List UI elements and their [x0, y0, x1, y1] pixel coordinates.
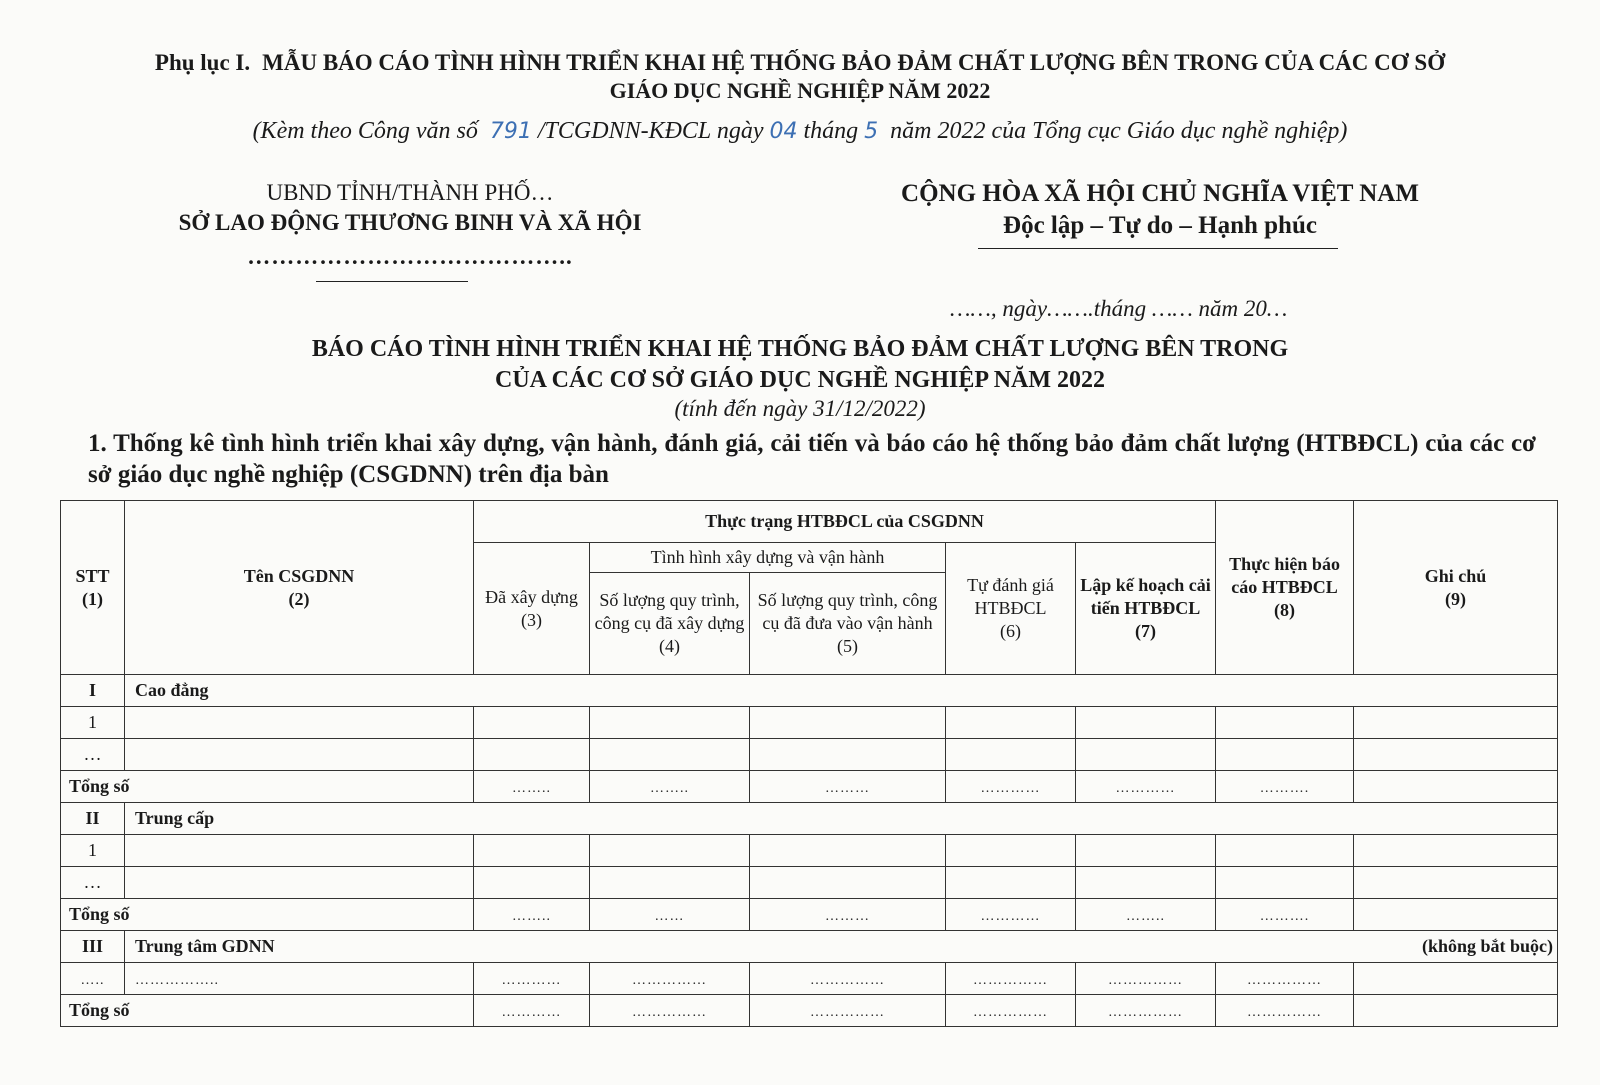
- cell[interactable]: [590, 739, 750, 771]
- date-placeholder: ……, ngày…….tháng …… năm 20…: [950, 296, 1288, 321]
- cell[interactable]: [1076, 739, 1216, 771]
- table-row: [61, 707, 1558, 739]
- total-label: Tổng số: [61, 995, 474, 1027]
- cell[interactable]: [474, 867, 590, 899]
- issuer-header: [130, 180, 690, 270]
- total-note[interactable]: [1354, 771, 1558, 803]
- cell[interactable]: [474, 739, 590, 771]
- cell[interactable]: [750, 739, 946, 771]
- header-subgroup-build-ops: Tình hình xây dựng và vận hành: [590, 543, 946, 573]
- cell[interactable]: [1216, 739, 1354, 771]
- row-name-cell[interactable]: [125, 835, 474, 867]
- appendix-label: Phụ lục I.: [154, 50, 251, 75]
- header-report: Thực hiện báo cáo HTBĐCL (8): [1216, 501, 1354, 675]
- header-built: Đã xây dựng (3): [474, 543, 590, 675]
- table-row: [61, 963, 1558, 995]
- total-note[interactable]: [1354, 995, 1558, 1027]
- row-stt: …..: [61, 963, 125, 995]
- cell[interactable]: [1354, 835, 1558, 867]
- cell[interactable]: [1076, 867, 1216, 899]
- total-self-eval[interactable]: …………: [946, 899, 1076, 931]
- total-qty-ops[interactable]: ………: [750, 899, 946, 931]
- national-name: CỘNG HÒA XÃ HỘI CHỦ NGHĨA VIỆT NAM: [901, 180, 1419, 207]
- issuer-unit-placeholder: …………………………………..: [247, 244, 573, 269]
- section-name: Trung tâm GDNN: [125, 931, 1354, 963]
- attachment-code: /TCGDNN-KĐCL ngày: [537, 118, 764, 144]
- cell[interactable]: [590, 867, 750, 899]
- issuer-underline: [316, 281, 468, 282]
- cell[interactable]: [750, 867, 946, 899]
- row-name-cell[interactable]: ……………..: [125, 963, 474, 995]
- total-qty-built[interactable]: ……..: [590, 771, 750, 803]
- row-name-cell[interactable]: [125, 867, 474, 899]
- section-1-heading: 1. Thống kê tình hình triển khai xây dựng, vận hành, đánh giá, cải tiến và báo cáo hệ thống bảo đảm chất lượng (HTBĐCL) của các cơ sở giáo dục nghề nghiệp (CSGDNN) trên địa bàn: [88, 430, 1536, 488]
- total-label: Tổng số: [61, 771, 474, 803]
- section-row: [61, 931, 1558, 963]
- handwritten-month: 5: [864, 119, 879, 144]
- cell[interactable]: [750, 835, 946, 867]
- section-name: Trung cấp: [125, 803, 1558, 835]
- total-built[interactable]: ……..: [474, 899, 590, 931]
- row-name-cell[interactable]: [125, 707, 474, 739]
- table-row: [61, 867, 1558, 899]
- report-title: [0, 334, 1600, 396]
- motto-underline: [978, 248, 1338, 249]
- total-qty-ops[interactable]: ………: [750, 771, 946, 803]
- national-motto-header: [870, 180, 1450, 240]
- section-name: Cao đẳng: [125, 675, 1558, 707]
- national-motto: Độc lập – Tự do – Hạnh phúc: [1003, 212, 1317, 239]
- header-note: Ghi chú (9): [1354, 501, 1558, 675]
- handwritten-day: 04: [769, 119, 798, 144]
- total-report[interactable]: ……………: [1216, 995, 1354, 1027]
- cell-note[interactable]: [1354, 963, 1558, 995]
- header-plan: Lập kế hoạch cải tiến HTBĐCL (7): [1076, 543, 1216, 675]
- optional-note: (không bắt buộc): [1354, 931, 1558, 963]
- header-name: Tên CSGDNN (2): [125, 501, 474, 675]
- total-plan[interactable]: ……………: [1076, 995, 1216, 1027]
- cell[interactable]: [1216, 867, 1354, 899]
- total-built[interactable]: ……..: [474, 771, 590, 803]
- cell[interactable]: [946, 739, 1076, 771]
- cell[interactable]: [474, 707, 590, 739]
- cell[interactable]: [946, 835, 1076, 867]
- total-report[interactable]: ……….: [1216, 771, 1354, 803]
- appendix-title-line1: [0, 50, 1600, 76]
- total-report[interactable]: ……….: [1216, 899, 1354, 931]
- issuer-province: UBND TỈNH/THÀNH PHỐ…: [266, 180, 554, 205]
- cell-qty-built[interactable]: ……………: [590, 963, 750, 995]
- section-roman: I: [61, 675, 125, 707]
- row-stt: …: [61, 739, 125, 771]
- row-name-cell[interactable]: [125, 739, 474, 771]
- appendix-title-text: MẪU BÁO CÁO TÌNH HÌNH TRIỂN KHAI HỆ THỐNG BẢO ĐẢM CHẤT LƯỢNG BÊN TRONG CỦA CÁC CƠ SỞ: [262, 50, 1446, 75]
- table-row: [61, 835, 1558, 867]
- total-self-eval[interactable]: ……………: [946, 995, 1076, 1027]
- section-row: [61, 803, 1558, 835]
- cell[interactable]: [1354, 867, 1558, 899]
- cell[interactable]: [946, 867, 1076, 899]
- cell[interactable]: [1216, 707, 1354, 739]
- header-qty-ops: Số lượng quy trình, công cụ đã đưa vào vận hành (5): [750, 573, 946, 675]
- cell-built[interactable]: …………: [474, 963, 590, 995]
- cell-report[interactable]: ……………: [1216, 963, 1354, 995]
- total-self-eval[interactable]: …………: [946, 771, 1076, 803]
- cell[interactable]: [590, 707, 750, 739]
- cell[interactable]: [590, 835, 750, 867]
- total-row: [61, 771, 1558, 803]
- total-qty-ops[interactable]: ……………: [750, 995, 946, 1027]
- total-qty-built[interactable]: ……: [590, 899, 750, 931]
- cell[interactable]: [1216, 835, 1354, 867]
- attachment-month-word: tháng: [803, 118, 859, 144]
- handwritten-doc-number: 791: [489, 119, 532, 144]
- cell[interactable]: [946, 707, 1076, 739]
- attachment-open: (Kèm theo Công văn số: [252, 118, 478, 144]
- report-title-line2: CỦA CÁC CƠ SỞ GIÁO DỤC NGHỀ NGHIỆP NĂM 2022: [494, 367, 1106, 393]
- row-stt: 1: [61, 707, 125, 739]
- total-qty-built[interactable]: ……………: [590, 995, 750, 1027]
- cell[interactable]: [1354, 739, 1558, 771]
- issuer-department: SỞ LAO ĐỘNG THƯƠNG BINH VÀ XÃ HỘI: [178, 210, 642, 235]
- header-self-eval: Tự đánh giá HTBĐCL (6): [946, 543, 1076, 675]
- cell-self-eval[interactable]: ……………: [946, 963, 1076, 995]
- attachment-reference: [0, 118, 1600, 145]
- section-row: [61, 675, 1558, 707]
- cell-qty-ops[interactable]: ……………: [750, 963, 946, 995]
- cell-plan[interactable]: ……………: [1076, 963, 1216, 995]
- total-plan[interactable]: …………: [1076, 771, 1216, 803]
- total-plan[interactable]: ……..: [1076, 899, 1216, 931]
- header-qty-built: Số lượng quy trình, công cụ đã xây dựng (4): [590, 573, 750, 675]
- cell[interactable]: [1354, 707, 1558, 739]
- row-stt: 1: [61, 835, 125, 867]
- total-note[interactable]: [1354, 899, 1558, 931]
- cell[interactable]: [1076, 707, 1216, 739]
- report-subtitle: (tính đến ngày 31/12/2022): [674, 396, 926, 421]
- header-group-status: Thực trạng HTBĐCL của CSGDNN: [474, 501, 1216, 543]
- statistics-table: [60, 500, 1558, 1027]
- report-title-line1: BÁO CÁO TÌNH HÌNH TRIỂN KHAI HỆ THỐNG BẢO ĐẢM CHẤT LƯỢNG BÊN TRONG: [311, 336, 1289, 362]
- row-stt: …: [61, 867, 125, 899]
- total-label: Tổng số: [61, 899, 474, 931]
- cell[interactable]: [750, 707, 946, 739]
- table-row: [61, 739, 1558, 771]
- total-row: [61, 995, 1558, 1027]
- section-roman: II: [61, 803, 125, 835]
- section-roman: III: [61, 931, 125, 963]
- cell[interactable]: [1076, 835, 1216, 867]
- appendix-title-line2: GIÁO DỤC NGHỀ NGHIỆP NĂM 2022: [609, 78, 991, 103]
- total-row: [61, 899, 1558, 931]
- total-built[interactable]: …………: [474, 995, 590, 1027]
- attachment-tail: năm 2022 của Tổng cục Giáo dục nghề nghiệp): [890, 118, 1348, 144]
- cell[interactable]: [474, 835, 590, 867]
- header-stt: STT (1): [61, 501, 125, 675]
